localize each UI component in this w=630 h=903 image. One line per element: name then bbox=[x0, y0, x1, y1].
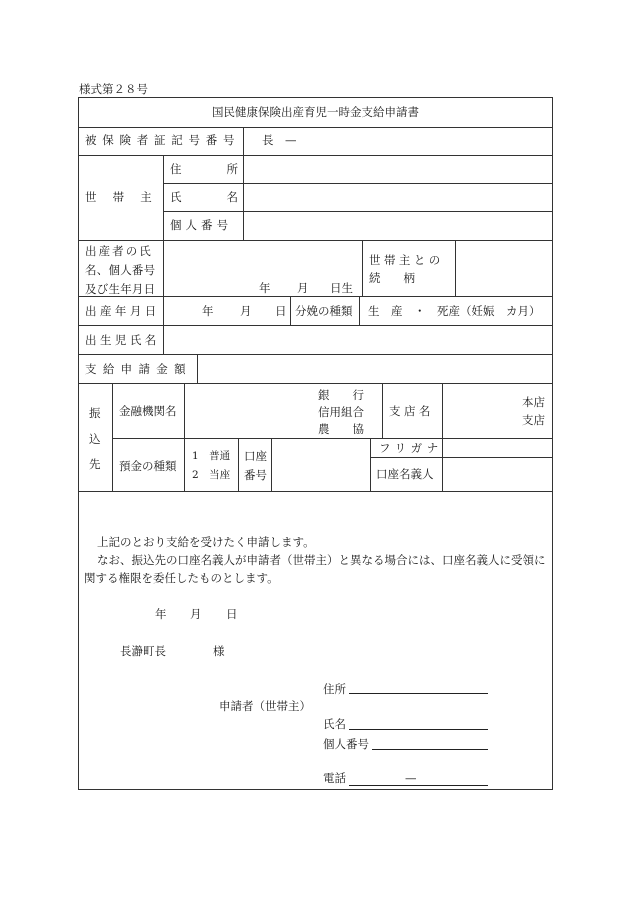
honorific: 様 bbox=[213, 644, 225, 658]
birth-day: 日 bbox=[275, 304, 287, 318]
furigana-label: フリガナ bbox=[379, 441, 443, 455]
applicant-label: 申請者（世帯主） bbox=[219, 699, 311, 713]
phone-dash: — bbox=[405, 771, 417, 785]
household-head-label: 世帯主 bbox=[85, 190, 168, 204]
applicant-phone-line[interactable] bbox=[349, 785, 488, 786]
form-number: 様式第２８号 bbox=[79, 82, 148, 96]
account-number-label-2: 番号 bbox=[244, 468, 267, 482]
applicant-personal-no-line[interactable] bbox=[372, 749, 488, 750]
mother-label-line3: 及び生年月日 bbox=[85, 282, 156, 296]
child-name-label: 出生児氏名 bbox=[85, 333, 160, 347]
mother-label-line1: 出産者の氏 bbox=[85, 244, 153, 258]
declaration-line2: なお、振込先の口座名義人が申請者（世帯主）と異なる場合には、口座名義人に受領に bbox=[97, 553, 546, 567]
institution-label: 金融機関名 bbox=[119, 404, 177, 418]
application-day: 日 bbox=[226, 607, 238, 621]
deposit-type-current[interactable]: 2 当座 bbox=[192, 469, 231, 481]
mother-dob-month: 月 bbox=[297, 281, 309, 295]
applicant-personal-no-label: 個人番号 bbox=[323, 737, 369, 751]
household-personal-no-label: 個人番号 bbox=[170, 218, 233, 232]
birth-date-label: 出産年月日 bbox=[85, 304, 160, 318]
deposit-type-label: 預金の種類 bbox=[119, 459, 177, 473]
head-office-label: 本店 bbox=[522, 395, 545, 409]
application-year: 年 bbox=[155, 607, 167, 621]
delivery-type-label: 分娩の種類 bbox=[295, 304, 353, 318]
institution-credit-union: 信用組合 bbox=[318, 405, 364, 419]
declaration-line3: 関する権限を委任したものとします。 bbox=[84, 571, 279, 585]
applicant-name-line[interactable] bbox=[349, 729, 488, 730]
mother-dob-year: 年 bbox=[259, 281, 271, 295]
form-title: 国民健康保険出産育児一時金支給申請書 bbox=[212, 105, 419, 119]
applicant-name-label: 氏名 bbox=[323, 717, 346, 731]
institution-bank: 銀 行 bbox=[318, 388, 364, 402]
household-address-label: 住所 bbox=[170, 162, 238, 176]
branch-office-label: 支店 bbox=[522, 413, 545, 427]
bank-label-3: 先 bbox=[89, 457, 101, 471]
birth-year: 年 bbox=[202, 304, 214, 318]
insured-number-label: 被保険者証記号番号 bbox=[85, 133, 241, 147]
addressee: 長瀞町長 bbox=[120, 644, 166, 658]
declaration-line1: 上記のとおり支給を受けたく申請します。 bbox=[97, 535, 315, 549]
applicant-address-line[interactable] bbox=[349, 693, 488, 694]
birth-month: 月 bbox=[240, 304, 252, 318]
delivery-type-value[interactable]: 生 産 ・ 死産（妊娠 カ月） bbox=[368, 304, 541, 318]
mother-label-line2: 名、個人番号 bbox=[85, 263, 156, 277]
household-name-label: 氏名 bbox=[170, 190, 238, 204]
application-month: 月 bbox=[190, 607, 202, 621]
bank-label-2: 込 bbox=[89, 432, 101, 446]
institution-agri: 農 協 bbox=[318, 422, 364, 436]
branch-label: 支店名 bbox=[389, 404, 434, 418]
mother-dob-day: 日生 bbox=[330, 281, 353, 295]
applicant-address-label: 住所 bbox=[323, 682, 346, 696]
deposit-type-ordinary[interactable]: 1 普通 bbox=[192, 450, 231, 462]
relation-label-line2: 続 柄 bbox=[369, 271, 415, 285]
relation-label-line1: 世帯主との bbox=[369, 253, 444, 267]
applicant-phone-label: 電話 bbox=[323, 771, 346, 785]
bank-label-1: 振 bbox=[89, 406, 101, 420]
insured-number-value[interactable]: 長 — bbox=[262, 133, 297, 147]
amount-label: 支給申請金額 bbox=[85, 362, 192, 376]
account-holder-label: 口座名義人 bbox=[376, 467, 434, 481]
account-number-label-1: 口座 bbox=[244, 449, 267, 463]
